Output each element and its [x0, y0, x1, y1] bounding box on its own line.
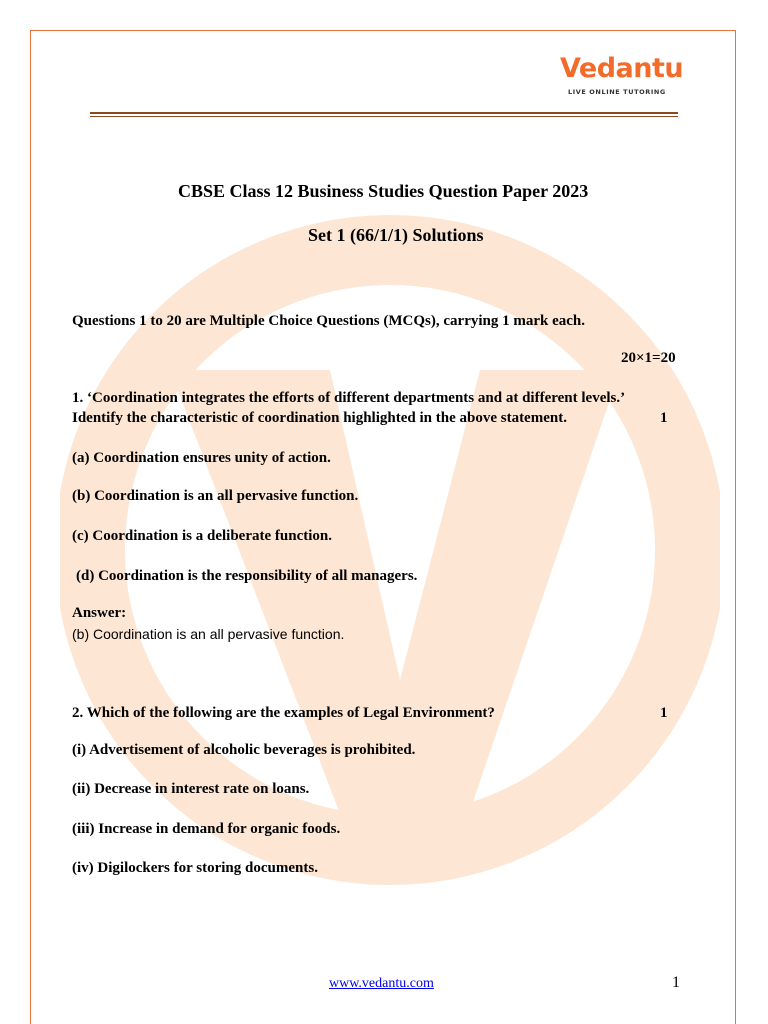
header-rule [90, 112, 678, 114]
question-1-line-1: 1. ‘Coordination integrates the efforts of different departments and at different levels.’ [72, 390, 626, 406]
question-2-option-i: (i) Advertisement of alcoholic beverages is prohibited. [72, 742, 416, 758]
header-rule-thin [90, 116, 678, 117]
page-title: CBSE Class 12 Business Studies Question Paper 2023 [178, 181, 589, 201]
instructions-marks: 20×1=20 [621, 350, 676, 366]
footer-website-link[interactable]: www.vedantu.com [329, 976, 434, 991]
question-2-option-ii: (ii) Decrease in interest rate on loans. [72, 781, 310, 797]
question-2-option-iv: (iv) Digilockers for storing documents. [72, 860, 318, 876]
question-1-answer-text: (b) Coordination is an all pervasive function. [72, 626, 345, 642]
question-1-option-a: (a) Coordination ensures unity of action. [72, 450, 331, 466]
page-number: 1 [672, 974, 680, 991]
question-1-line-2: Identify the characteristic of coordination highlighted in the above statement. [72, 410, 567, 426]
instructions-text: Questions 1 to 20 are Multiple Choice Questions (MCQs), carrying 1 mark each. [72, 313, 586, 329]
question-2-option-iii: (iii) Increase in demand for organic foods. [72, 821, 341, 837]
question-1-marks: 1 [660, 410, 668, 426]
vedantu-logo [560, 52, 684, 100]
question-2-text: 2. Which of the following are the examples of Legal Environment? [72, 705, 495, 721]
logo-wordmark: Vedantu [560, 53, 684, 84]
question-1-option-d: (d) Coordination is the responsibility of all managers. [76, 568, 418, 584]
logo-tagline: LIVE ONLINE TUTORING [568, 88, 666, 96]
question-1-option-b: (b) Coordination is an all pervasive function. [72, 488, 359, 504]
question-1-answer-label: Answer: [72, 605, 127, 621]
question-1-option-c: (c) Coordination is a deliberate function. [72, 528, 332, 544]
page-subtitle: Set 1 (66/1/1) Solutions [308, 225, 484, 245]
question-2-marks: 1 [660, 705, 668, 721]
